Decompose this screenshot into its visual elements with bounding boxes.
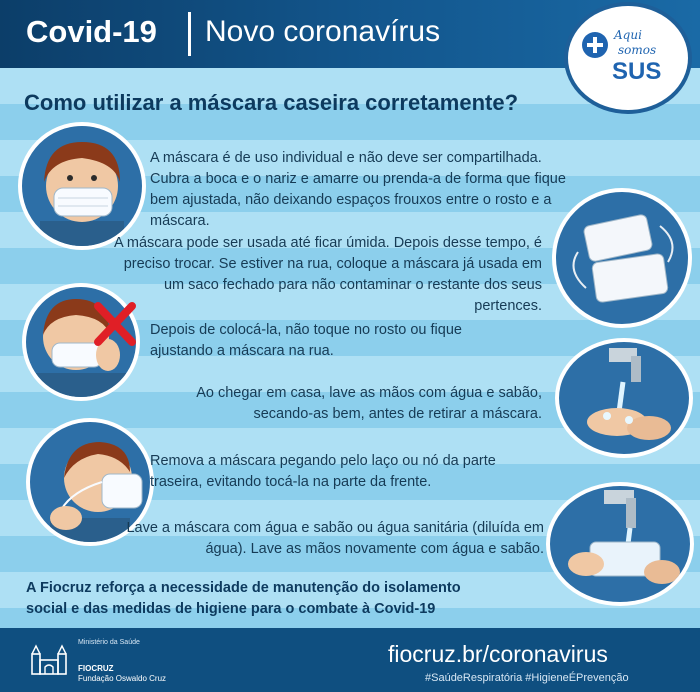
fiocruz-castle-icon <box>30 642 68 676</box>
sus-logo-line1: Aqui <box>614 28 642 42</box>
plus-pin-icon <box>582 32 608 58</box>
step-3-text: Depois de colocá-la, não toque no rosto ou fique ajustando a máscara na rua. <box>150 322 462 359</box>
footnote-text: A Fiocruz reforça a necessidade de manutenção do isolamento social e das medidas de higiene para o combate à Covid-19 <box>26 580 461 617</box>
sus-logo-line3: SUS <box>612 58 662 85</box>
wash-mask-icon <box>550 486 690 602</box>
faucet-hands-icon <box>559 342 689 454</box>
header-title-covid: Covid-19 <box>26 14 157 49</box>
step-6-text: Lave a máscara com água e sabão ou água sanitária (diluída em água). Lave as mãos novamente com água e sabão. <box>126 520 544 557</box>
ministry-label: Ministério da Saúde <box>78 639 140 646</box>
step-5-text: Remova a máscara pegando pelo laço ou nó da parte traseira, evitando tocá-la na parte da frente. <box>150 453 496 490</box>
washing-hands-illustration <box>555 338 693 458</box>
header-title-coronavirus: Novo coronavírus <box>205 15 441 48</box>
cloth-masks-illustration <box>552 188 692 328</box>
washing-mask-illustration <box>546 482 694 606</box>
masks-icon <box>556 192 688 324</box>
sus-logo <box>568 6 688 110</box>
step-2-text: A máscara pode ser usada até ficar úmida. Depois desse tempo, é preciso trocar. Se estiver na rua, coloque a máscara já usada em um saco fechado para não contaminar o restante dos seus pertences. <box>114 235 542 314</box>
header-divider <box>188 12 191 56</box>
page-title: Como utilizar a máscara caseira corretamente? <box>24 90 519 115</box>
person-mask-icon <box>22 126 142 246</box>
fiocruz-full-name: Fundação Oswaldo Cruz <box>78 674 167 683</box>
step-4-text: Ao chegar em casa, lave as mãos com água e sabão, secando-as bem, antes de retirar a máscara. <box>196 385 542 422</box>
hashtags: #SaúdeRespiratória #HigieneÉPrevenção <box>425 672 629 684</box>
fiocruz-label: FIOCRUZ <box>78 664 114 673</box>
person-with-mask-illustration <box>18 122 146 250</box>
fiocruz-url: fiocruz.br/coronavirus <box>388 641 608 667</box>
sus-logo-line2: somos <box>618 43 657 57</box>
step-1-text: A máscara é de uso individual e não deve ser compartilhada. Cubra a boca e o nariz e amarre ou prenda-a de forma que fique bem ajustada, não deixando espaços frouxos entre o rosto e a máscara. <box>150 150 566 229</box>
